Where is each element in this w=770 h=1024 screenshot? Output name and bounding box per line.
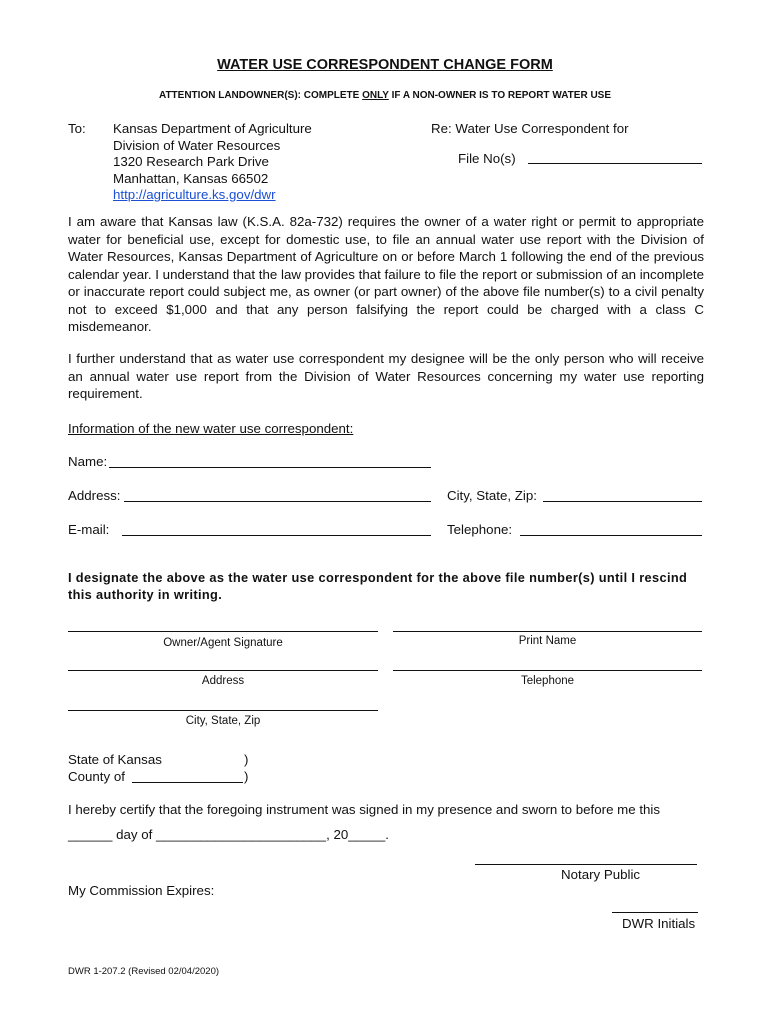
- county-field[interactable]: [132, 782, 243, 783]
- owner-signature-caption: Owner/Agent Signature: [163, 637, 283, 649]
- to-address: [113, 121, 312, 204]
- signer-telephone-line[interactable]: [393, 670, 702, 671]
- county-label: County of: [68, 769, 125, 784]
- email-label: E-mail:: [68, 522, 110, 537]
- notary-public-caption: Notary Public: [561, 867, 641, 882]
- notary-signature-line[interactable]: [475, 864, 697, 865]
- attention-prefix: ATTENTION LANDOWNER(S): COMPLETE: [158, 90, 363, 101]
- county-paren: ): [244, 769, 249, 784]
- telephone-field[interactable]: [520, 535, 702, 536]
- address-field[interactable]: [124, 501, 431, 502]
- signer-city-caption: City, State, Zip: [185, 715, 261, 727]
- owner-signature-line[interactable]: [68, 631, 378, 632]
- law-paragraph: I am aware that Kansas law (K.S.A. 82a-732) requires the owner of a water right or permit to appropriate water for beneficial use, except for domestic use, to file an annual water use report with the Division of Water Resources, Kansas Department of Agriculture on or before March 1 following the end of the previous calendar year. I understand that the law provides that failure to file the report or submission of an incomplete or inaccurate report could subject me, as owner (or part owner) of the above file number(s) to a civil penalty not to exceed $1,000 and that any person falsifying the report could be charged with a class C misdemeanor.: [68, 214, 704, 334]
- file-no-field[interactable]: [528, 163, 702, 164]
- attention-only: ONLY: [362, 90, 389, 101]
- print-name-line[interactable]: [393, 631, 702, 632]
- signer-city-line[interactable]: [68, 710, 378, 711]
- telephone-label: Telephone:: [447, 522, 513, 537]
- address-line: 1320 Research Park Drive: [113, 154, 269, 169]
- form-number: DWR 1-207.2 (Revised 02/04/2020): [68, 966, 220, 977]
- designation-statement: I designate the above as the water use correspondent for the above file number(s) until I rescind this authority in writing.: [68, 570, 688, 602]
- signer-telephone-caption: Telephone: [520, 675, 575, 687]
- form-title: WATER USE CORRESPONDENT CHANGE FORM: [217, 57, 553, 73]
- attention-suffix: IF A NON-OWNER IS TO REPORT WATER USE: [388, 90, 612, 101]
- re-label: Re: Water Use Correspondent for: [431, 121, 629, 136]
- dwr-website-link[interactable]: http://agriculture.ks.gov/dwr: [113, 187, 276, 202]
- city-state-zip-label: City, State, Zip:: [447, 488, 537, 503]
- address-line: Kansas Department of Agriculture: [113, 121, 312, 136]
- state-label: State of Kansas: [68, 752, 162, 767]
- state-paren: ): [244, 752, 249, 767]
- dwr-initials-line[interactable]: [612, 912, 698, 913]
- address-line: Manhattan, Kansas 66502: [113, 170, 269, 186]
- commission-expires-label: My Commission Expires:: [68, 883, 215, 898]
- signer-address-line[interactable]: [68, 670, 378, 671]
- new-correspondent-heading: Information of the new water use correspondent:: [68, 421, 354, 436]
- attention-notice: [0, 90, 770, 101]
- name-field[interactable]: [109, 467, 431, 468]
- city-state-zip-field[interactable]: [543, 501, 702, 502]
- name-label: Name:: [68, 454, 108, 469]
- notary-date-line[interactable]: ______ day of _______________________, 20_____.: [68, 827, 389, 842]
- print-name-caption: Print Name: [518, 635, 577, 647]
- dwr-initials-caption: DWR Initials: [622, 916, 696, 931]
- to-label: To:: [68, 121, 86, 136]
- address-line: Division of Water Resources: [113, 137, 281, 153]
- email-field[interactable]: [122, 535, 431, 536]
- address-label: Address:: [68, 488, 121, 503]
- certify-statement: I hereby certify that the foregoing instrument was signed in my presence and sworn to before me this: [68, 802, 661, 817]
- file-no-label: File No(s): [458, 151, 516, 166]
- signer-address-caption: Address: [201, 675, 245, 687]
- designee-paragraph: I further understand that as water use correspondent my designee will be the only person who will receive an annual water use report from the Division of Water Resources concerning my water use reporting requirement.: [68, 351, 704, 401]
